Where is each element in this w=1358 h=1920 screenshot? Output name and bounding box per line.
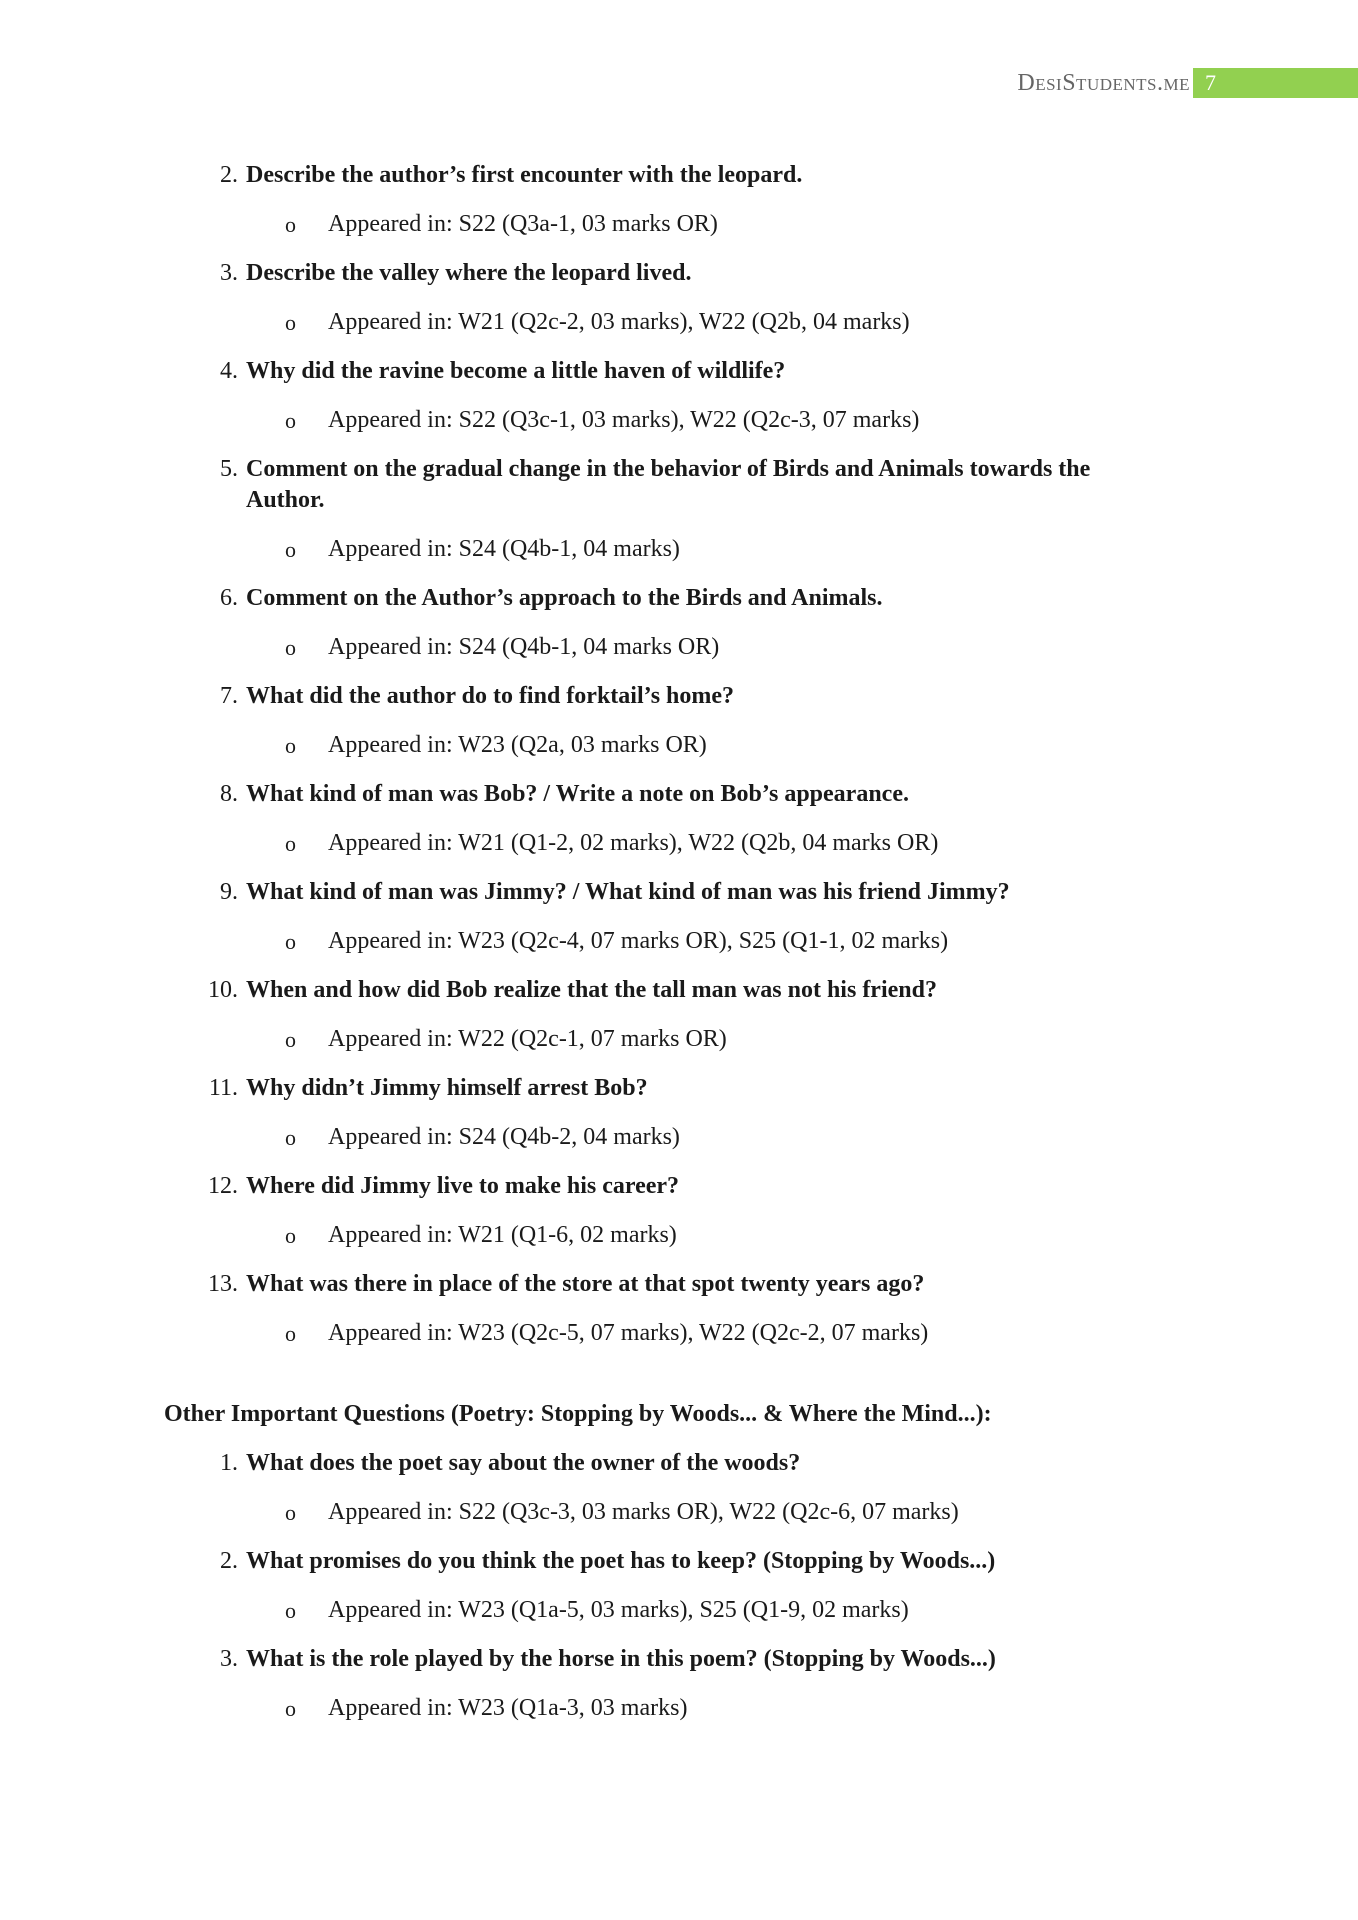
question-number: 5. <box>220 456 238 482</box>
appeared-in-text: Appeared in: S22 (Q3c-1, 03 marks), W22 (Q2c-3, 07 marks) <box>328 407 920 433</box>
question-text: Comment on the gradual change in the behavior of Birds and Animals towards the Author. <box>246 456 1091 513</box>
question-item <box>0 779 1150 810</box>
appeared-in-text: Appeared in: S22 (Q3a-1, 03 marks OR) <box>328 211 718 237</box>
appeared-in-item <box>0 1693 1358 1724</box>
bullet-icon: o <box>285 1696 296 1721</box>
appeared-in-item <box>0 730 1358 761</box>
question-number: 13. <box>208 1271 238 1297</box>
appeared-in-item <box>0 926 1358 957</box>
bullet-icon: o <box>285 408 296 433</box>
appeared-in-text: Appeared in: W21 (Q1-6, 02 marks) <box>328 1222 677 1248</box>
bullet-icon: o <box>285 1598 296 1623</box>
question-number: 7. <box>220 683 238 709</box>
question-text: Describe the valley where the leopard lived. <box>246 260 692 286</box>
appeared-in-text: Appeared in: W23 (Q1a-5, 03 marks), S25 (Q1-9, 02 marks) <box>328 1597 909 1623</box>
question-text: What kind of man was Jimmy? / What kind of man was his friend Jimmy? <box>246 879 1010 905</box>
question-item <box>0 1269 1150 1300</box>
bullet-icon: o <box>285 1125 296 1150</box>
appeared-in-text: Appeared in: W23 (Q2c-5, 07 marks), W22 (Q2c-2, 07 marks) <box>328 1320 929 1346</box>
question-text: Why did the ravine become a little haven of wildlife? <box>246 358 786 384</box>
appeared-in-text: Appeared in: W23 (Q2a, 03 marks OR) <box>328 732 707 758</box>
bullet-icon: o <box>285 1321 296 1346</box>
question-item <box>0 454 1150 516</box>
question-number: 3. <box>220 1646 238 1672</box>
appeared-in-item <box>0 307 1358 338</box>
appeared-in-text: Appeared in: W22 (Q2c-1, 07 marks OR) <box>328 1026 727 1052</box>
appeared-in-item <box>0 632 1358 663</box>
question-text: What is the role played by the horse in this poem? (Stopping by Woods...) <box>246 1646 996 1672</box>
question-number: 2. <box>220 162 238 188</box>
appeared-in-item <box>0 1497 1358 1528</box>
question-number: 9. <box>220 879 238 905</box>
question-text: What was there in place of the store at that spot twenty years ago? <box>246 1271 925 1297</box>
bullet-icon: o <box>285 1223 296 1248</box>
bullet-icon: o <box>285 831 296 856</box>
question-number: 8. <box>220 781 238 807</box>
bullet-icon: o <box>285 929 296 954</box>
section-title: Other Important Questions (Poetry: Stopping by Woods... & Where the Mind...): <box>164 1401 992 1427</box>
question-item <box>0 681 1150 712</box>
question-text: Where did Jimmy live to make his career? <box>246 1173 680 1199</box>
question-text: What did the author do to find forktail’s home? <box>246 683 735 709</box>
appeared-in-item <box>0 209 1358 240</box>
page-header <box>0 68 1358 98</box>
question-number: 6. <box>220 585 238 611</box>
appeared-in-item <box>0 828 1358 859</box>
question-item <box>0 1073 1150 1104</box>
bullet-icon: o <box>285 1027 296 1052</box>
question-number: 10. <box>208 977 238 1003</box>
appeared-in-item <box>0 405 1358 436</box>
question-item <box>0 356 1150 387</box>
question-item <box>0 160 1150 191</box>
appeared-in-text: Appeared in: W21 (Q2c-2, 03 marks), W22 (Q2b, 04 marks) <box>328 309 910 335</box>
appeared-in-text: Appeared in: W21 (Q1-2, 02 marks), W22 (Q2b, 04 marks OR) <box>328 830 939 856</box>
appeared-in-text: Appeared in: W23 (Q1a-3, 03 marks) <box>328 1695 688 1721</box>
question-item <box>0 1171 1150 1202</box>
appeared-in-item <box>0 1318 1358 1349</box>
question-item <box>0 975 1150 1006</box>
appeared-in-item <box>0 534 1358 565</box>
question-text: Comment on the Author’s approach to the Birds and Animals. <box>246 585 883 611</box>
question-list-poetry <box>0 1448 1358 1724</box>
question-number: 12. <box>208 1173 238 1199</box>
appeared-in-item <box>0 1595 1358 1626</box>
question-number: 4. <box>220 358 238 384</box>
bullet-icon: o <box>285 537 296 562</box>
question-number: 11. <box>208 1075 238 1101</box>
question-text: Why didn’t Jimmy himself arrest Bob? <box>246 1075 648 1101</box>
question-item <box>0 1546 1150 1577</box>
question-list-prose <box>0 160 1358 1349</box>
question-text: What does the poet say about the owner of the woods? <box>246 1450 801 1476</box>
question-item <box>0 583 1150 614</box>
document-body <box>0 160 1358 1724</box>
appeared-in-item <box>0 1024 1358 1055</box>
bullet-icon: o <box>285 733 296 758</box>
appeared-in-text: Appeared in: S22 (Q3c-3, 03 marks OR), W22 (Q2c-6, 07 marks) <box>328 1499 959 1525</box>
question-item <box>0 877 1150 908</box>
bullet-icon: o <box>285 310 296 335</box>
appeared-in-item <box>0 1122 1358 1153</box>
question-text: What kind of man was Bob? / Write a note on Bob’s appearance. <box>246 781 909 807</box>
bullet-icon: o <box>285 1500 296 1525</box>
question-text: What promises do you think the poet has to keep? (Stopping by Woods...) <box>246 1548 996 1574</box>
question-number: 1. <box>220 1450 238 1476</box>
appeared-in-text: Appeared in: W23 (Q2c-4, 07 marks OR), S25 (Q1-1, 02 marks) <box>328 928 949 954</box>
appeared-in-item <box>0 1220 1358 1251</box>
question-number: 2. <box>220 1548 238 1574</box>
question-text: Describe the author’s first encounter with the leopard. <box>246 162 803 188</box>
question-item <box>0 1448 1150 1479</box>
page-number-badge: 7 <box>1193 68 1358 98</box>
bullet-icon: o <box>285 635 296 660</box>
bullet-icon: o <box>285 212 296 237</box>
appeared-in-text: Appeared in: S24 (Q4b-2, 04 marks) <box>328 1124 680 1150</box>
question-item <box>0 258 1150 289</box>
site-brand: DesiStudents.me <box>1017 70 1190 96</box>
appeared-in-text: Appeared in: S24 (Q4b-1, 04 marks OR) <box>328 634 720 660</box>
question-item <box>0 1644 1150 1675</box>
question-number: 3. <box>220 260 238 286</box>
appeared-in-text: Appeared in: S24 (Q4b-1, 04 marks) <box>328 536 680 562</box>
question-text: When and how did Bob realize that the tall man was not his friend? <box>246 977 937 1003</box>
